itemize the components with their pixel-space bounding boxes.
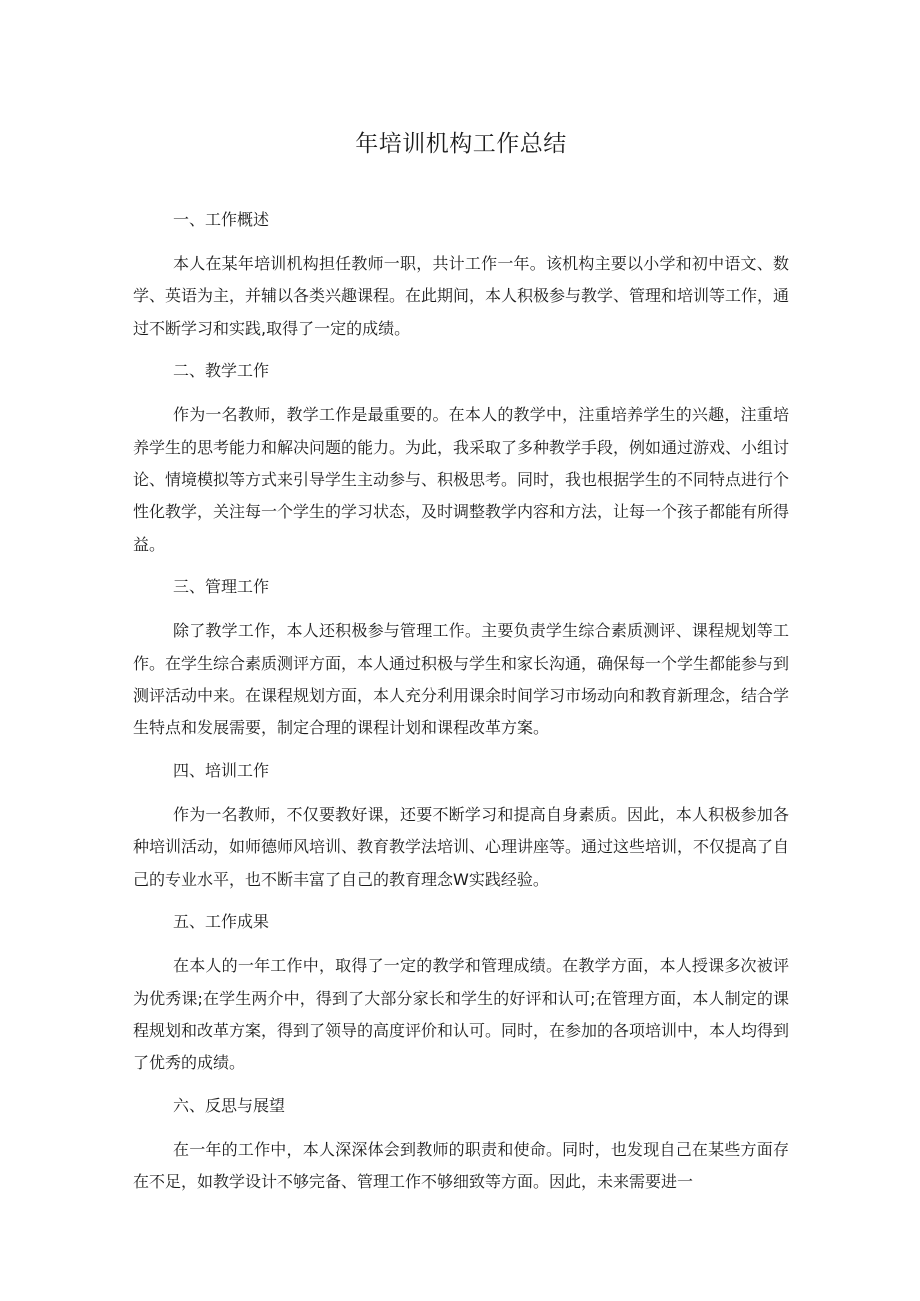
- section-management: [133, 571, 789, 745]
- section-reflection: [133, 1090, 789, 1199]
- section-paragraph: 作为一名教师，教学工作是最重要的。在本人的教学中，注重培养学生的兴趣，注重培养学生的思考能力和解决问题的能力。为此，我采取了多种教学手段，例如通过游戏、小组讨论、情境模拟等方式来引导学生主动参与、积极思考。同时，我也根据学生的不同特点进行个性化教学，关注每一个学生的学习状态，及时调整教学内容和方法，让每一个孩子都能有所得益。: [133, 405, 790, 554]
- section-heading: 三、管理工作: [173, 577, 270, 597]
- section-heading: 六、反思与展望: [173, 1095, 286, 1115]
- document-body: [133, 204, 789, 1199]
- section-overview: [133, 204, 789, 345]
- section-heading: 四、培训工作: [173, 760, 270, 780]
- section-teaching: [133, 355, 789, 561]
- section-heading: 二、教学工作: [173, 361, 270, 381]
- section-results: [133, 906, 789, 1080]
- section-paragraph: 本人在某年培训机构担任教师一职，共计工作一年。该机构主要以小学和初中语文、数学、英语为主，并辅以各类兴趣课程。在此期间，本人积极参与教学、管理和培训等工作，通过不断学习和实践,取得了一定的成绩。: [133, 254, 790, 338]
- section-heading: 五、工作成果: [173, 912, 270, 932]
- section-heading: 一、工作概述: [173, 210, 270, 229]
- section-paragraph: 在本人的一年工作中，取得了一定的教学和管理成绩。在教学方面，本人授课多次被评为优秀课;在学生两介中，得到了大部分家长和学生的好评和认可;在管理方面，本人制定的课程规划和改革方案，得到了领导的高度评价和认可。同时，在参加的各项培训中，本人均得到了优秀的成绩。: [133, 956, 790, 1073]
- section-paragraph: 在一年的工作中，本人深深体会到教师的职责和使命。同时，也发现自己在某些方面存在不足，如教学设计不够完备、管理工作不够细致等方面。因此，未来需要进一: [133, 1139, 789, 1192]
- section-training: [133, 755, 789, 896]
- document-title: 年培训机构工作总结: [355, 131, 567, 157]
- section-paragraph: 除了教学工作，本人还积极参与管理工作。主要负责学生综合素质测评、课程规划等工作。在学生综合素质测评方面，本人通过积极与学生和家长沟通，确保每一个学生都能参与到测评活动中来。在课程规划方面，本人充分利用课余时间学习市场动向和教育新理念，结合学生特点和发展需要，制定合理的课程计划和课程改革方案。: [133, 621, 790, 738]
- section-paragraph: 作为一名教师，不仅要教好课，还要不断学习和提高自身素质。因此，本人积极参加各种培训活动，如师德师风培训、教育教学法培训、心理讲座等。通过这些培训，不仅提高了自己的专业水平，也不断丰富了自己的教育理念W实践经验。: [133, 804, 790, 889]
